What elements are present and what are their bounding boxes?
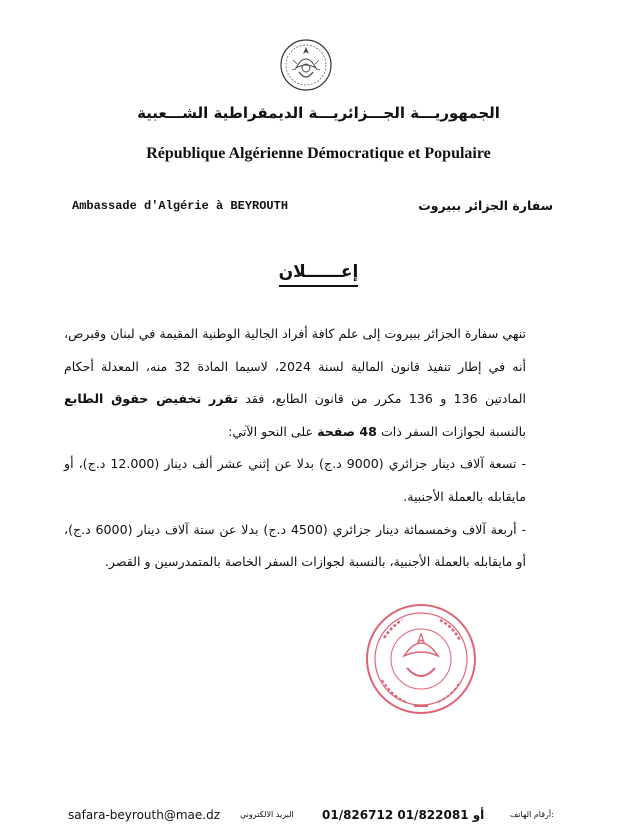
footer-contact (0, 808, 637, 825)
footer-phone: 01/826712 أو 01/822081 (322, 808, 485, 822)
notice-text-1: تنهي سفارة الجزائر ببيروت إلى علم كافة أفراد الجالية الوطنية المقيمة في لبنان وقبرص، أنه في إطار تنفيذ قانون المالية لسنة 2024، لاسيما المادة 32 منه، المعدلة أحكام المادتين 136 و 136 مكرر من قانون الطابع، فقد (64, 326, 526, 407)
footer-email: safara-beyrouth@mae.dz (68, 808, 220, 822)
footer-email-label: البريد الالكتروني (240, 810, 294, 819)
notice-body (64, 318, 526, 579)
notice-text-2: بالنسبة لجوازات السفر ذات (376, 423, 526, 439)
notice-paragraph (64, 318, 526, 448)
country-name-arabic: الجمهوريـــة الجـــزائريـــة الديمقراطية الشـــعبية (137, 104, 500, 122)
embassy-name-arabic: سفارة الجزائر ببيروت (418, 198, 553, 213)
fee-item-1: - تسعة آلاف دينار جزائري (9000 د.ج) بدلا عن إثني عشر ألف دينار (12.000 د.ج)، أو مايقابله بالعملة الأجنبية. (64, 456, 526, 504)
footer-phone-label: أرقام الهاتف: (510, 810, 554, 819)
notice-heading (0, 262, 637, 282)
notice-heading-text: إعــــــلان (279, 262, 359, 287)
embassy-name-french: Ambassade d'Algérie à BEYROUTH (72, 199, 289, 213)
national-emblem-icon (279, 38, 333, 92)
notice-bold-reduction: تقرر تخفيض حقوق الطابع (64, 391, 238, 407)
notice-text-3: على النحو الآتي: (228, 423, 318, 439)
embassy-stamp-icon (362, 598, 480, 720)
country-name-french: République Algérienne Démocratique et Populaire (146, 145, 491, 162)
notice-bold-pages: 48 صفحة (317, 423, 377, 439)
fee-item-2: - أربعة آلاف وخمسمائة دينار جزائري (4500 د.ج) بدلا عن ستة آلاف دينار (6000 د.ج)، أو مايقابله بالعملة الأجنبية، بالنسبة لجوازات السفر الخاصة بالمتمدرسين و القصر. (64, 521, 526, 570)
